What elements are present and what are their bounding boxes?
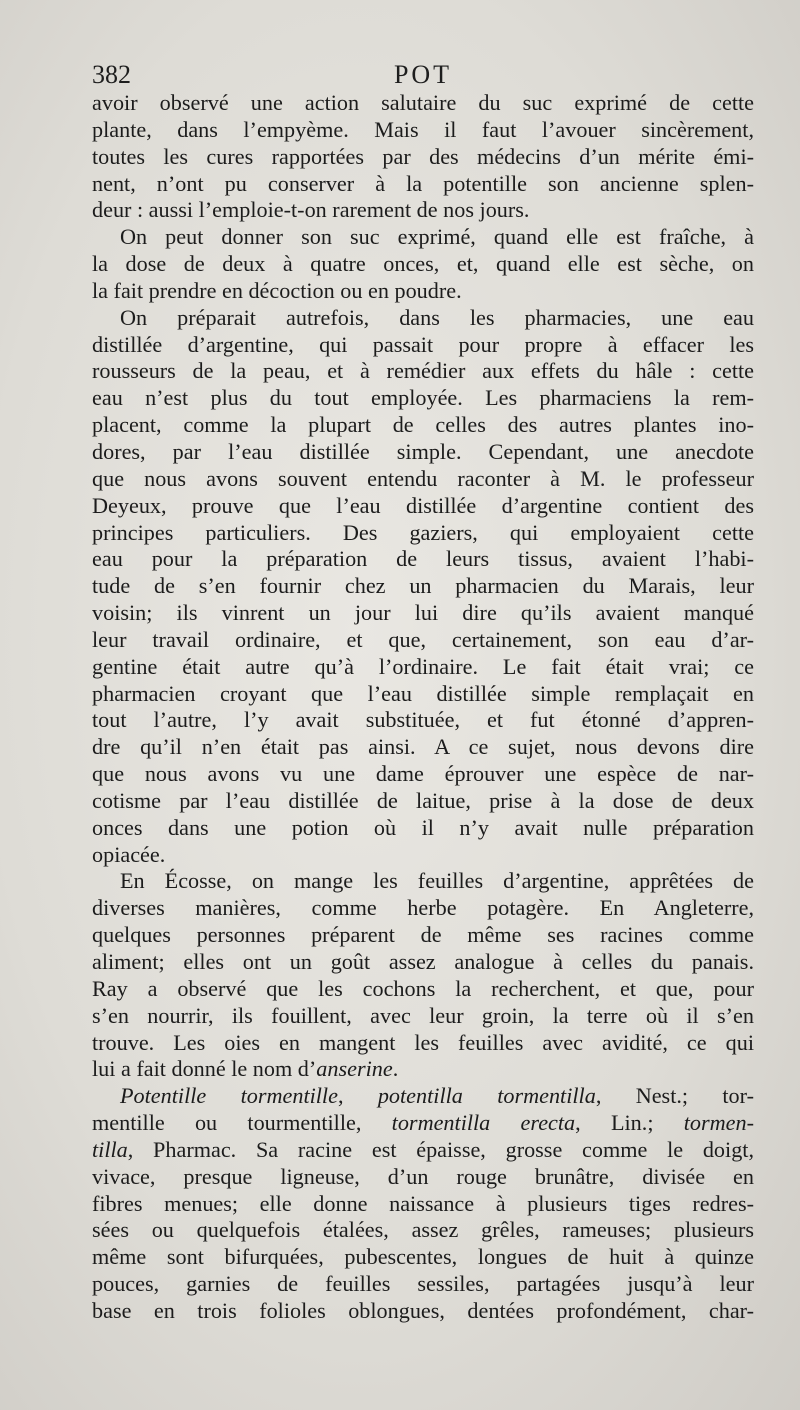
text-line: fibres menues; elle donne naissance à plusieurs tiges redres- <box>92 1190 754 1216</box>
text-line: eau pour la préparation de leurs tissus, avaient l’habi- <box>92 546 754 572</box>
text-line: dores, par l’eau distillée simple. Cependant, une anecdote <box>92 438 754 464</box>
text-line: Ray a observé que les cochons la recherchent, et que, pour <box>92 975 754 1001</box>
running-head: POT <box>393 60 453 89</box>
text-line: opiacée. <box>92 841 166 867</box>
italic-text: tormen- <box>683 1110 754 1136</box>
text-line: même sont bifurquées, pubescentes, longues de huit à quinze <box>92 1244 754 1270</box>
text-line: pouces, garnies de feuilles sessiles, partagées jusqu’à leur <box>92 1271 754 1297</box>
text-line: On préparait autrefois, dans les pharmacies, une eau <box>120 304 754 330</box>
text-line: distillée d’argentine, qui passait pour propre à effacer les <box>92 331 754 357</box>
text-line: placent, comme la plupart de celles des autres plantes ino- <box>92 412 754 438</box>
text-line: que nous avons vu une dame éprouver une espèce de nar- <box>92 761 754 787</box>
text-line: dre qu’il n’en était pas ainsi. A ce sujet, nous devons dire <box>92 734 754 760</box>
text-line: tout l’autre, l’y avait substituée, et fut étonné d’appren- <box>92 707 754 733</box>
text-line: la dose de deux à quatre onces, et, quand elle est sèche, on <box>92 251 754 277</box>
text-line <box>92 1056 754 1083</box>
text-line: tude de s’en fournir chez un pharmacien du Marais, leur <box>92 573 754 599</box>
text-line: voisin; ils vinrent un jour lui dire qu’ils avaient manqué <box>92 600 754 626</box>
text-line: eau n’est plus du tout employée. Les pharmaciens la rem- <box>92 385 754 411</box>
body-text <box>92 90 754 1325</box>
text-line: plante, dans l’empyème. Mais il faut l’avouer sincèrement, <box>92 116 754 142</box>
text-line: On peut donner son suc exprimé, quand elle est fraîche, à <box>120 224 754 250</box>
text-line: cotisme par l’eau distillée de laitue, prise à la dose de deux <box>92 787 754 813</box>
text-line: sées ou quelquefois étalées, assez grêles, rameuses; plusieurs <box>92 1217 754 1243</box>
text-line: trouve. Les oies en mangent les feuilles avec avidité, ce qui <box>92 1029 754 1055</box>
text-line: toutes les cures rapportées par des médecins d’un mérite émi- <box>92 143 754 169</box>
text-line: la fait prendre en décoction ou en poudre. <box>92 277 462 303</box>
italic-text: potentilla tormentilla <box>377 1083 596 1109</box>
text-line: nent, n’ont pu conserver à la potentille son ancienne splen- <box>92 170 754 196</box>
text-line: avoir observé une action salutaire du suc exprimé de cette <box>92 90 754 115</box>
text-segment: , Nest.; tor- <box>595 1083 754 1109</box>
italic-text: tilla <box>92 1136 128 1162</box>
italic-text: anserine <box>316 1056 393 1082</box>
text-line: gentine était autre qu’à l’ordinaire. Le fait était vrai; ce <box>92 653 754 679</box>
italic-text: tormentilla erecta <box>391 1110 576 1136</box>
text-line: base en trois folioles oblongues, dentées profondément, char- <box>92 1297 754 1323</box>
page-number: 382 <box>92 60 131 89</box>
text-segment: , <box>337 1083 378 1109</box>
text-segment: . <box>392 1056 399 1082</box>
text-line: leur travail ordinaire, et que, certainement, son eau d’ar- <box>92 626 754 652</box>
text-segment: lui a fait donné le nom d’ <box>92 1056 317 1082</box>
text-line: En Écosse, on mange les feuilles d’argentine, apprêtées de <box>120 868 754 894</box>
text-segment: , Pharmac. Sa racine est épaisse, grosse comme le doigt, <box>127 1136 754 1162</box>
text-line: onces dans une potion où il n’y avait nulle préparation <box>92 814 754 840</box>
text-line <box>92 1083 754 1110</box>
text-line: rousseurs de la peau, et à remédier aux effets du hâle : cette <box>92 358 754 384</box>
text-segment: mentille ou tourmentille, <box>92 1110 392 1136</box>
text-line <box>92 1110 754 1137</box>
text-line: pharmacien croyant que l’eau distillée simple remplaçait en <box>92 680 754 706</box>
italic-text: Potentille tormentille <box>120 1083 338 1109</box>
text-line: principes particuliers. Des gaziers, qui employaient cette <box>92 519 754 545</box>
text-line: vivace, presque ligneuse, d’un rouge brunâtre, divisée en <box>92 1163 754 1189</box>
text-line: diverses manières, comme herbe potagère. En Angleterre, <box>92 895 754 921</box>
text-line: que nous avons souvent entendu raconter à M. le professeur <box>92 465 754 491</box>
text-line: s’en nourrir, ils fouillent, avec leur groin, la terre où il s’en <box>92 1002 754 1028</box>
text-line: aliment; elles ont un goût assez analogue à celles du panais. <box>92 949 754 974</box>
text-line <box>92 1137 754 1164</box>
text-segment: , Lin.; <box>575 1110 684 1136</box>
text-line: quelques personnes préparent de même ses racines comme <box>92 922 754 948</box>
text-line: deur : aussi l’emploie-t-on rarement de nos jours. <box>92 197 530 223</box>
page-header <box>92 56 754 92</box>
text-line: Deyeux, prouve que l’eau distillée d’argentine contient des <box>92 492 754 518</box>
